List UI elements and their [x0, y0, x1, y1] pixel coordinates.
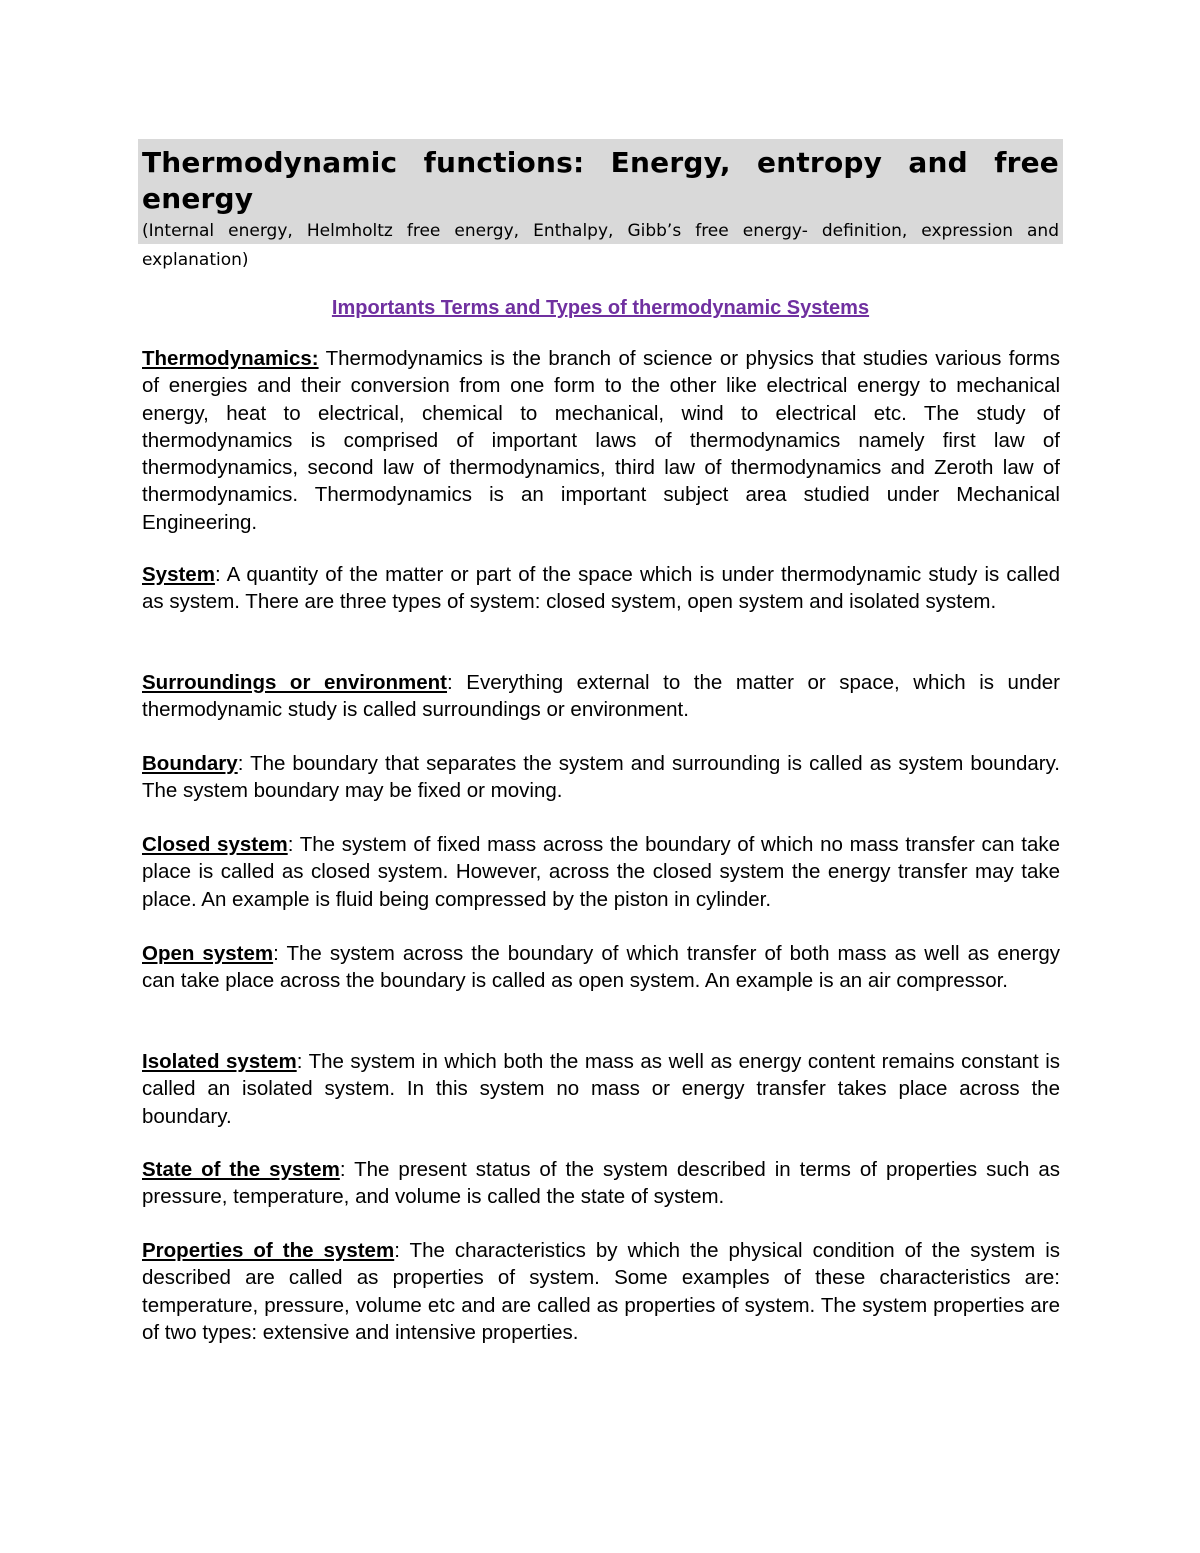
definition-separator: :	[394, 1239, 410, 1262]
definition-text: Everything external to the matter or space, which is under thermodynamic study is called surroundings or environment.	[142, 671, 1060, 722]
definition-separator: :	[296, 1050, 309, 1073]
definition-text: The characteristics by which the physical condition of the system is described are called as properties of system. Some examples of these characteristics are: temperature, pressure, volume etc and are called as properties of system. The system properties are of two types: extensive and intensive properties.	[142, 1239, 1060, 1344]
definition-separator: :	[214, 563, 227, 586]
definition-properties-of-system	[142, 1237, 1060, 1346]
definition-boundary	[142, 750, 1060, 805]
definition-term: Closed system	[142, 833, 288, 856]
definition-term: Thermodynamics:	[142, 347, 319, 370]
definition-text: The present status of the system described in terms of properties such as pressure, temperature, and volume is called the state of system.	[142, 1158, 1061, 1209]
definition-text: The boundary that separates the system and surrounding is called as system boundary. The system boundary may be fixed or moving.	[142, 752, 1060, 803]
definition-term: Surroundings or environment	[142, 671, 448, 694]
definition-text: A quantity of the matter or part of the space which is under thermodynamic study is called as system. There are three types of system: closed system, open system and isolated system.	[142, 563, 1060, 614]
document-title: Thermodynamic functions: Energy, entropy and free energy	[142, 146, 1059, 215]
definition-open-system	[142, 940, 1060, 995]
document-subtitle: (Internal energy, Helmholtz free energy, Enthalpy, Gibb’s free energy- definition, expression and explanation)	[142, 221, 1059, 270]
definition-separator: :	[237, 752, 251, 775]
definition-separator	[319, 347, 326, 370]
definition-term: Boundary	[142, 752, 238, 775]
section-heading: Importants Terms and Types of thermodynamic Systems	[331, 297, 870, 319]
definition-text: The system across the boundary of which transfer of both mass as well as energy can take place across the boundary is called as open system. An example is an air compressor.	[142, 942, 1061, 993]
definition-thermodynamics	[142, 345, 1060, 536]
title-banner	[138, 139, 1063, 270]
definition-separator: :	[447, 671, 467, 694]
definition-term: Isolated system	[142, 1050, 297, 1073]
definition-surroundings	[142, 669, 1060, 724]
definition-text: Thermodynamics is the branch of science or physics that studies various forms of energies and their conversion from one form to the other like electrical energy to mechanical energy, heat to electrical, chemical to mechanical, wind to electrical etc. The study of thermodynamics is comprised of important laws of thermodynamics namely first law of thermodynamics, second law of thermodynamics, third law of thermodynamics and Zeroth law of thermodynamics. Thermodynamics is an important subject area studied under Mechanical Engineering.	[142, 347, 1060, 534]
definition-term: Open system	[142, 942, 274, 965]
definition-system	[142, 561, 1060, 616]
definition-isolated-system	[142, 1048, 1060, 1130]
definition-text: The system of fixed mass across the boundary of which no mass transfer can take place is called as closed system. However, across the closed system the energy transfer may take place. An example is fluid being compressed by the piston in cylinder.	[142, 833, 1061, 911]
definition-separator: :	[273, 942, 287, 965]
definition-separator: :	[339, 1158, 355, 1181]
definition-state-of-system	[142, 1156, 1060, 1211]
definition-separator: :	[287, 833, 300, 856]
definition-closed-system	[142, 831, 1060, 913]
definition-term: State of the system	[142, 1158, 340, 1181]
definition-term: Properties of the system	[142, 1239, 395, 1262]
definition-text: The system in which both the mass as well as energy content remains constant is called an isolated system. In this system no mass or energy transfer takes place across the boundary.	[142, 1050, 1060, 1128]
definition-term: System	[142, 563, 215, 586]
